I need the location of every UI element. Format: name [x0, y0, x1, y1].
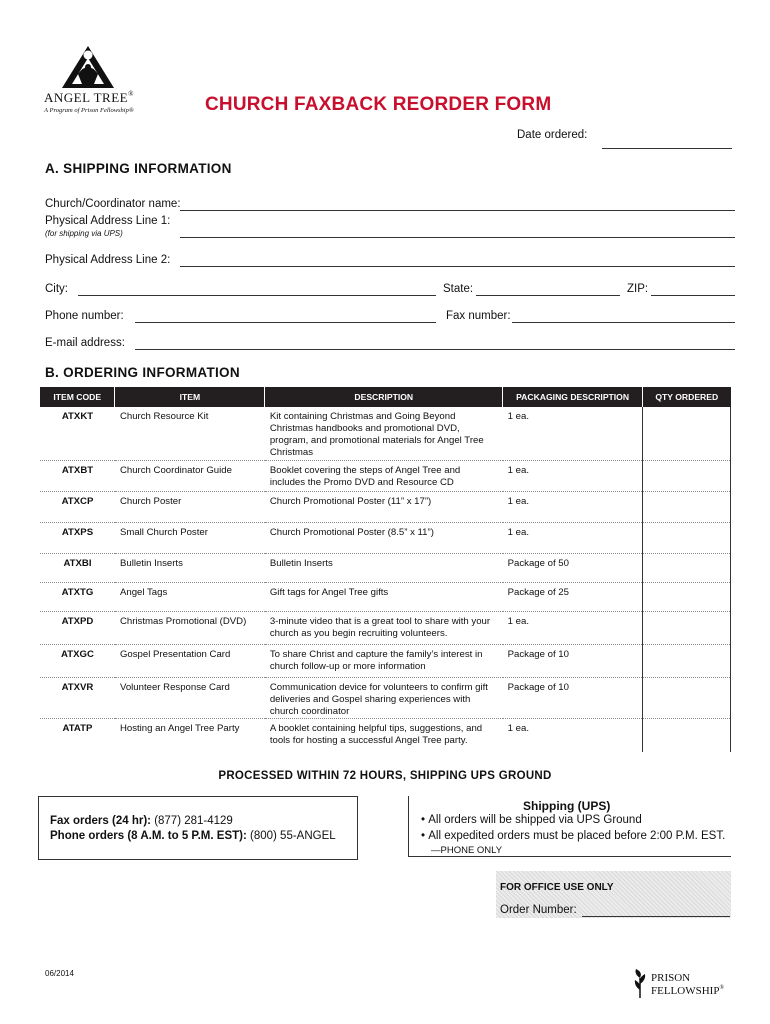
processing-note: PROCESSED WITHIN 72 HOURS, SHIPPING UPS GROUND — [218, 770, 552, 782]
col-item: ITEM — [115, 387, 265, 407]
phone-orders-number: (800) 55-ANGEL — [250, 830, 336, 842]
fax-label: Fax number: — [446, 310, 511, 322]
prison-fellowship-logo — [633, 966, 733, 1002]
fax-orders-label: Fax orders (24 hr): — [50, 815, 151, 827]
item-packaging: Package of 50 — [503, 553, 643, 582]
item-description: To share Christ and capture the family’s interest in church follow-up or more information — [265, 644, 503, 677]
item-name: Bulletin Inserts — [115, 553, 265, 582]
shipping-note-1: All orders will be shipped via UPS Ground — [428, 814, 642, 826]
city-label: City: — [45, 283, 68, 295]
address-line2-label: Physical Address Line 2: — [45, 254, 171, 266]
angel-icon — [60, 44, 116, 90]
church-name-label: Church/Coordinator name: — [45, 198, 181, 210]
item-name: Gospel Presentation Card — [115, 644, 265, 677]
brand-line-1: PRISON — [651, 972, 691, 984]
phone-label: Phone number: — [45, 310, 124, 322]
state-field[interactable] — [476, 295, 620, 296]
col-item-code: ITEM CODE — [40, 387, 115, 407]
qty-field[interactable] — [643, 460, 731, 491]
ordering-heading: B. ORDERING INFORMATION — [45, 365, 240, 380]
table-row — [40, 582, 731, 611]
item-description: Booklet covering the steps of Angel Tree and includes the Promo DVD and Resource CD — [265, 460, 503, 491]
item-name: Small Church Poster — [115, 522, 265, 553]
phone-field[interactable] — [135, 322, 436, 323]
page-title: CHURCH FAXBACK REORDER FORM — [205, 94, 552, 115]
qty-field[interactable] — [643, 677, 731, 718]
table-row — [40, 677, 731, 718]
qty-field[interactable] — [643, 582, 731, 611]
city-field[interactable] — [78, 295, 436, 296]
brand-line-2: FELLOWSHIP — [651, 985, 720, 997]
item-packaging: 1 ea. — [503, 460, 643, 491]
address-line2-field[interactable] — [180, 266, 735, 267]
address-line1-note: (for shipping via UPS) — [45, 229, 123, 238]
email-field[interactable] — [135, 349, 735, 350]
shipping-heading: A. SHIPPING INFORMATION — [45, 161, 232, 176]
table-row — [40, 491, 731, 522]
item-description: 3-minute video that is a great tool to share with your church as you begin recruiting volunteers. — [265, 611, 503, 644]
col-packaging: PACKAGING DESCRIPTION — [503, 387, 643, 407]
item-packaging: 1 ea. — [503, 611, 643, 644]
logo-trademark: ® — [128, 90, 134, 98]
item-name: Christmas Promotional (DVD) — [115, 611, 265, 644]
qty-field[interactable] — [643, 718, 731, 752]
item-code: ATXKT — [40, 407, 115, 460]
zip-label: ZIP: — [627, 283, 649, 295]
item-code: ATXGC — [40, 644, 115, 677]
item-packaging: 1 ea. — [503, 491, 643, 522]
angel-tree-logo — [42, 44, 152, 122]
logo-name: ANGEL TREE — [44, 90, 129, 105]
shipping-note-2: All expedited orders must be placed before 2:00 P.M. EST. — [428, 830, 726, 842]
qty-field[interactable] — [643, 553, 731, 582]
item-description: Church Promotional Poster (8.5” x 11”) — [265, 522, 503, 553]
state-label: State: — [443, 283, 474, 295]
item-packaging: 1 ea. — [503, 407, 643, 460]
col-description: DESCRIPTION — [265, 387, 503, 407]
qty-field[interactable] — [643, 522, 731, 553]
item-name: Hosting an Angel Tree Party — [119, 722, 240, 734]
item-code: ATXBI — [40, 553, 115, 582]
logo-tagline: A Program of Prison Fellowship® — [44, 107, 134, 114]
address-line1-label: Physical Address Line 1: — [45, 215, 171, 227]
order-number-field[interactable] — [582, 916, 730, 917]
item-name: Church Coordinator Guide — [115, 460, 265, 491]
zip-field[interactable] — [651, 295, 735, 296]
item-description: Gift tags for Angel Tree gifts — [265, 582, 503, 611]
item-description: Church Promotional Poster (11” x 17”) — [265, 491, 503, 522]
item-description: Bulletin Inserts — [265, 553, 503, 582]
table-row — [40, 460, 731, 491]
office-use-box — [496, 871, 731, 918]
item-name: Angel Tags — [115, 582, 265, 611]
item-code: ATXPS — [40, 522, 115, 553]
qty-field[interactable] — [643, 407, 731, 460]
fax-orders-number: (877) 281-4129 — [154, 815, 233, 827]
brand-mark: ® — [719, 985, 725, 991]
item-code: ATXCP — [40, 491, 115, 522]
item-packaging: 1 ea. — [507, 722, 529, 734]
order-number-label: Order Number: — [500, 904, 577, 916]
fax-field[interactable] — [512, 322, 735, 323]
date-ordered-label: Date ordered: — [517, 129, 588, 141]
order-table — [40, 387, 731, 752]
item-code: ATXPD — [40, 611, 115, 644]
table-row — [40, 611, 731, 644]
item-code: ATATP — [62, 722, 93, 734]
item-packaging: Package of 10 — [503, 677, 643, 718]
shipping-ups-heading: Shipping (UPS) — [523, 799, 611, 813]
item-packaging: Package of 25 — [503, 582, 643, 611]
address-line1-field[interactable] — [180, 237, 735, 238]
table-row — [40, 644, 731, 677]
phone-only-note: —PHONE ONLY — [431, 845, 503, 856]
table-row — [40, 553, 731, 582]
contact-box — [38, 796, 358, 860]
date-ordered-field[interactable] — [602, 148, 732, 149]
item-code: ATXTG — [40, 582, 115, 611]
item-code: ATXVR — [40, 677, 115, 718]
email-label: E-mail address: — [45, 337, 125, 349]
qty-field[interactable] — [643, 644, 731, 677]
table-row — [40, 522, 731, 553]
office-use-heading: FOR OFFICE USE ONLY — [500, 882, 614, 893]
item-name: Volunteer Response Card — [115, 677, 265, 718]
qty-field[interactable] — [643, 611, 731, 644]
table-row — [40, 718, 731, 752]
item-packaging: 1 ea. — [503, 522, 643, 553]
col-qty: QTY ORDERED — [643, 387, 731, 407]
qty-field[interactable] — [643, 491, 731, 522]
item-packaging: Package of 10 — [503, 644, 643, 677]
item-description: A booklet containing helpful tips, suggestions, and tools for hosting a successful Angel Tree party. — [269, 722, 483, 746]
table-row — [40, 407, 731, 460]
church-name-field[interactable] — [180, 210, 735, 211]
item-description: Communication device for volunteers to confirm gift deliveries and Gospel sharing experiences with church coordinator — [265, 677, 503, 718]
revision-date: 06/2014 — [45, 969, 74, 978]
leaf-icon — [633, 968, 647, 998]
item-description: Kit containing Christmas and Going Beyond Christmas handbooks and promotional DVD, program, and promotional materials for Angel Tree Christmas — [265, 407, 503, 460]
item-code: ATXBT — [40, 460, 115, 491]
item-name: Church Poster — [115, 491, 265, 522]
phone-orders-label: Phone orders (8 A.M. to 5 P.M. EST): — [50, 830, 247, 842]
item-name: Church Resource Kit — [115, 407, 265, 460]
bullet-icon: • — [421, 814, 429, 826]
bullet-icon: • — [421, 830, 429, 842]
